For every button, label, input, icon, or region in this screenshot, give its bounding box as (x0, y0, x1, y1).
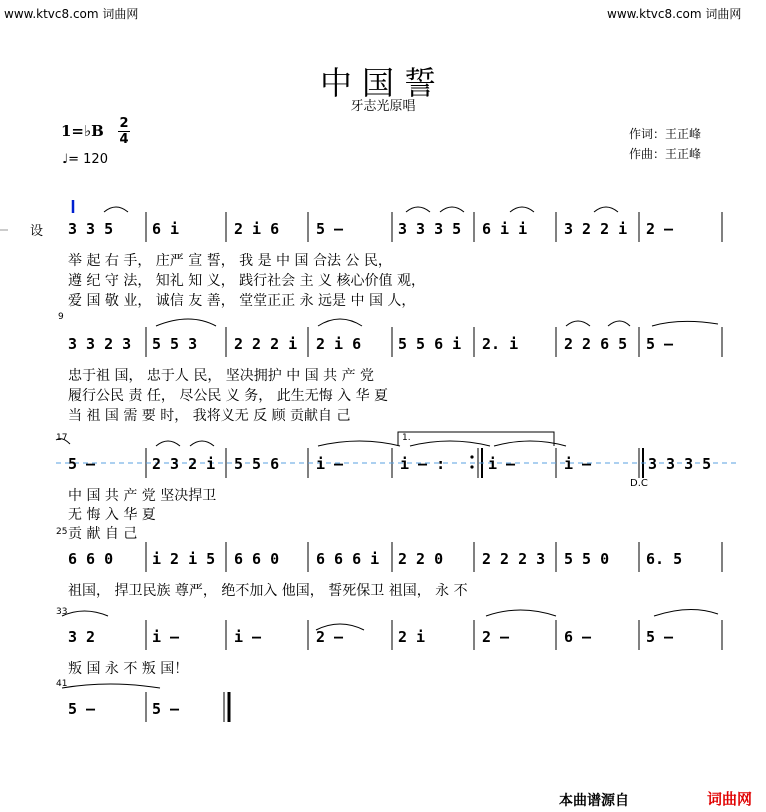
measure-26: i 2 i 5 (152, 550, 216, 568)
lyrics-2-verse-2: 履行公民 责 任， 尽公民 义 务， 此生无悔 入 华 夏 (68, 388, 389, 404)
lyrics-1-verse-3: 爱 国 敬 业， 诚信 友 善， 堂堂正正 永 远是 中 国 人， (68, 293, 416, 309)
measure-number-9: 9 (58, 312, 64, 322)
footer-source: 本曲谱源自 (559, 793, 629, 809)
lyrics-1-verse-2: 遵 纪 守 法， 知礼 知 义， 践行社会 主 义 核心价值 观， (68, 273, 425, 289)
measure-21: i – : (400, 455, 446, 473)
measure-number-33: 33 (56, 607, 68, 617)
measure-19: 5 5 6 (234, 455, 280, 473)
pickup-label: 设 (30, 224, 44, 239)
lyrics-4: 祖国， 捍卫民族 尊严， 绝不加入 他国， 誓死保卫 祖国， 永 不 (68, 583, 468, 599)
measure-10: 5 5 3 (152, 335, 198, 353)
measure-11: 2 2 2 i (234, 335, 298, 353)
lyricist-credit: 作词：王正峰 (629, 127, 702, 141)
song-subtitle: 牙志光原唱 (350, 99, 416, 114)
measure-2: 6 i (152, 220, 180, 238)
measure-4: 5 – (316, 220, 344, 238)
measure-18: 2 3 2 i (152, 455, 216, 473)
measure-number-41: 41 (56, 679, 68, 689)
measure-27: 6 6 0 (234, 550, 280, 568)
measure-9: 3 3 2 3 (68, 335, 132, 353)
measure-12: 2 i 6 (316, 335, 362, 353)
key-signature: 1=♭B (61, 122, 104, 140)
measure-16: 5 – (646, 335, 674, 353)
measure-37: 2 i (398, 628, 426, 646)
measure-39: 6 – (564, 628, 592, 646)
measure-1: 3 3 5 (68, 220, 114, 238)
lyrics-3-verse-2: 无 悔 入 华 夏 (68, 507, 156, 523)
measure-32: 6. 5 (646, 550, 683, 568)
measure-number-25: 25 (56, 527, 68, 537)
measure-23: i – (564, 455, 592, 473)
measure-22: i – (488, 455, 516, 473)
measure-5: 3 3 3 5 (398, 220, 462, 238)
composer-credit: 作曲：王正峰 (629, 147, 702, 161)
lyrics-2-verse-3: 当 祖 国 需 要 时， 我将义无 反 顾 贡献自 己 (68, 408, 351, 424)
volta-ending: 1. (402, 433, 411, 443)
measure-34: i – (152, 628, 180, 646)
measure-13: 5 5 6 i (398, 335, 462, 353)
watermark-right: www.ktvc8.com 词曲网 (607, 7, 742, 21)
measure-30: 2 2 2 3 (482, 550, 546, 568)
measure-number-17: 17 (56, 433, 68, 443)
measure-15: 2 2 6 5 (564, 335, 628, 353)
measure-17: 5 – (68, 455, 96, 473)
song-title: 中国誓 (319, 64, 446, 102)
watermark-left: www.ktvc8.com 词曲网 (4, 7, 139, 21)
lyrics-3-verse-1: 中 国 共 产 党 坚决捍卫 (68, 488, 217, 504)
measure-24: 3 3 3 5 (648, 455, 712, 473)
measure-25: 6 6 0 (68, 550, 114, 568)
measure-42: 5 – (152, 700, 180, 718)
lyrics-5: 叛 国 永 不 叛 国！ (68, 661, 189, 677)
measure-8: 2 – (646, 220, 674, 238)
dc-marking: D.C (630, 478, 648, 489)
measure-6: 6 i i (482, 220, 528, 238)
measure-14: 2. i (482, 335, 519, 353)
measure-41: 5 – (68, 700, 96, 718)
lyrics-3-verse-3: 贡 献 自 己 (68, 526, 138, 542)
measure-38: 2 – (482, 628, 510, 646)
measure-7: 3 2 2 i (564, 220, 628, 238)
measure-40: 5 – (646, 628, 674, 646)
measure-35: i – (234, 628, 262, 646)
tempo-marking: ♩= 120 (62, 152, 108, 167)
measure-31: 5 5 0 (564, 550, 610, 568)
measure-36: 2 – (316, 628, 344, 646)
measure-28: 6 6 6 i (316, 550, 380, 568)
footer-brand-logo: 词曲网 (707, 790, 753, 808)
time-top: 2 (119, 116, 129, 131)
lyrics-1-verse-1: 举 起 右 手， 庄严 宣 誓， 我 是 中 国 合法 公 民， (68, 253, 392, 269)
time-bottom: 4 (119, 132, 129, 147)
measure-20: i – (316, 455, 344, 473)
measure-29: 2 2 0 (398, 550, 444, 568)
measure-33: 3 2 (68, 628, 96, 646)
lyrics-2-verse-1: 忠于祖 国， 忠于人 民， 坚决拥护 中 国 共 产 党 (68, 368, 375, 384)
measure-3: 2 i 6 (234, 220, 280, 238)
